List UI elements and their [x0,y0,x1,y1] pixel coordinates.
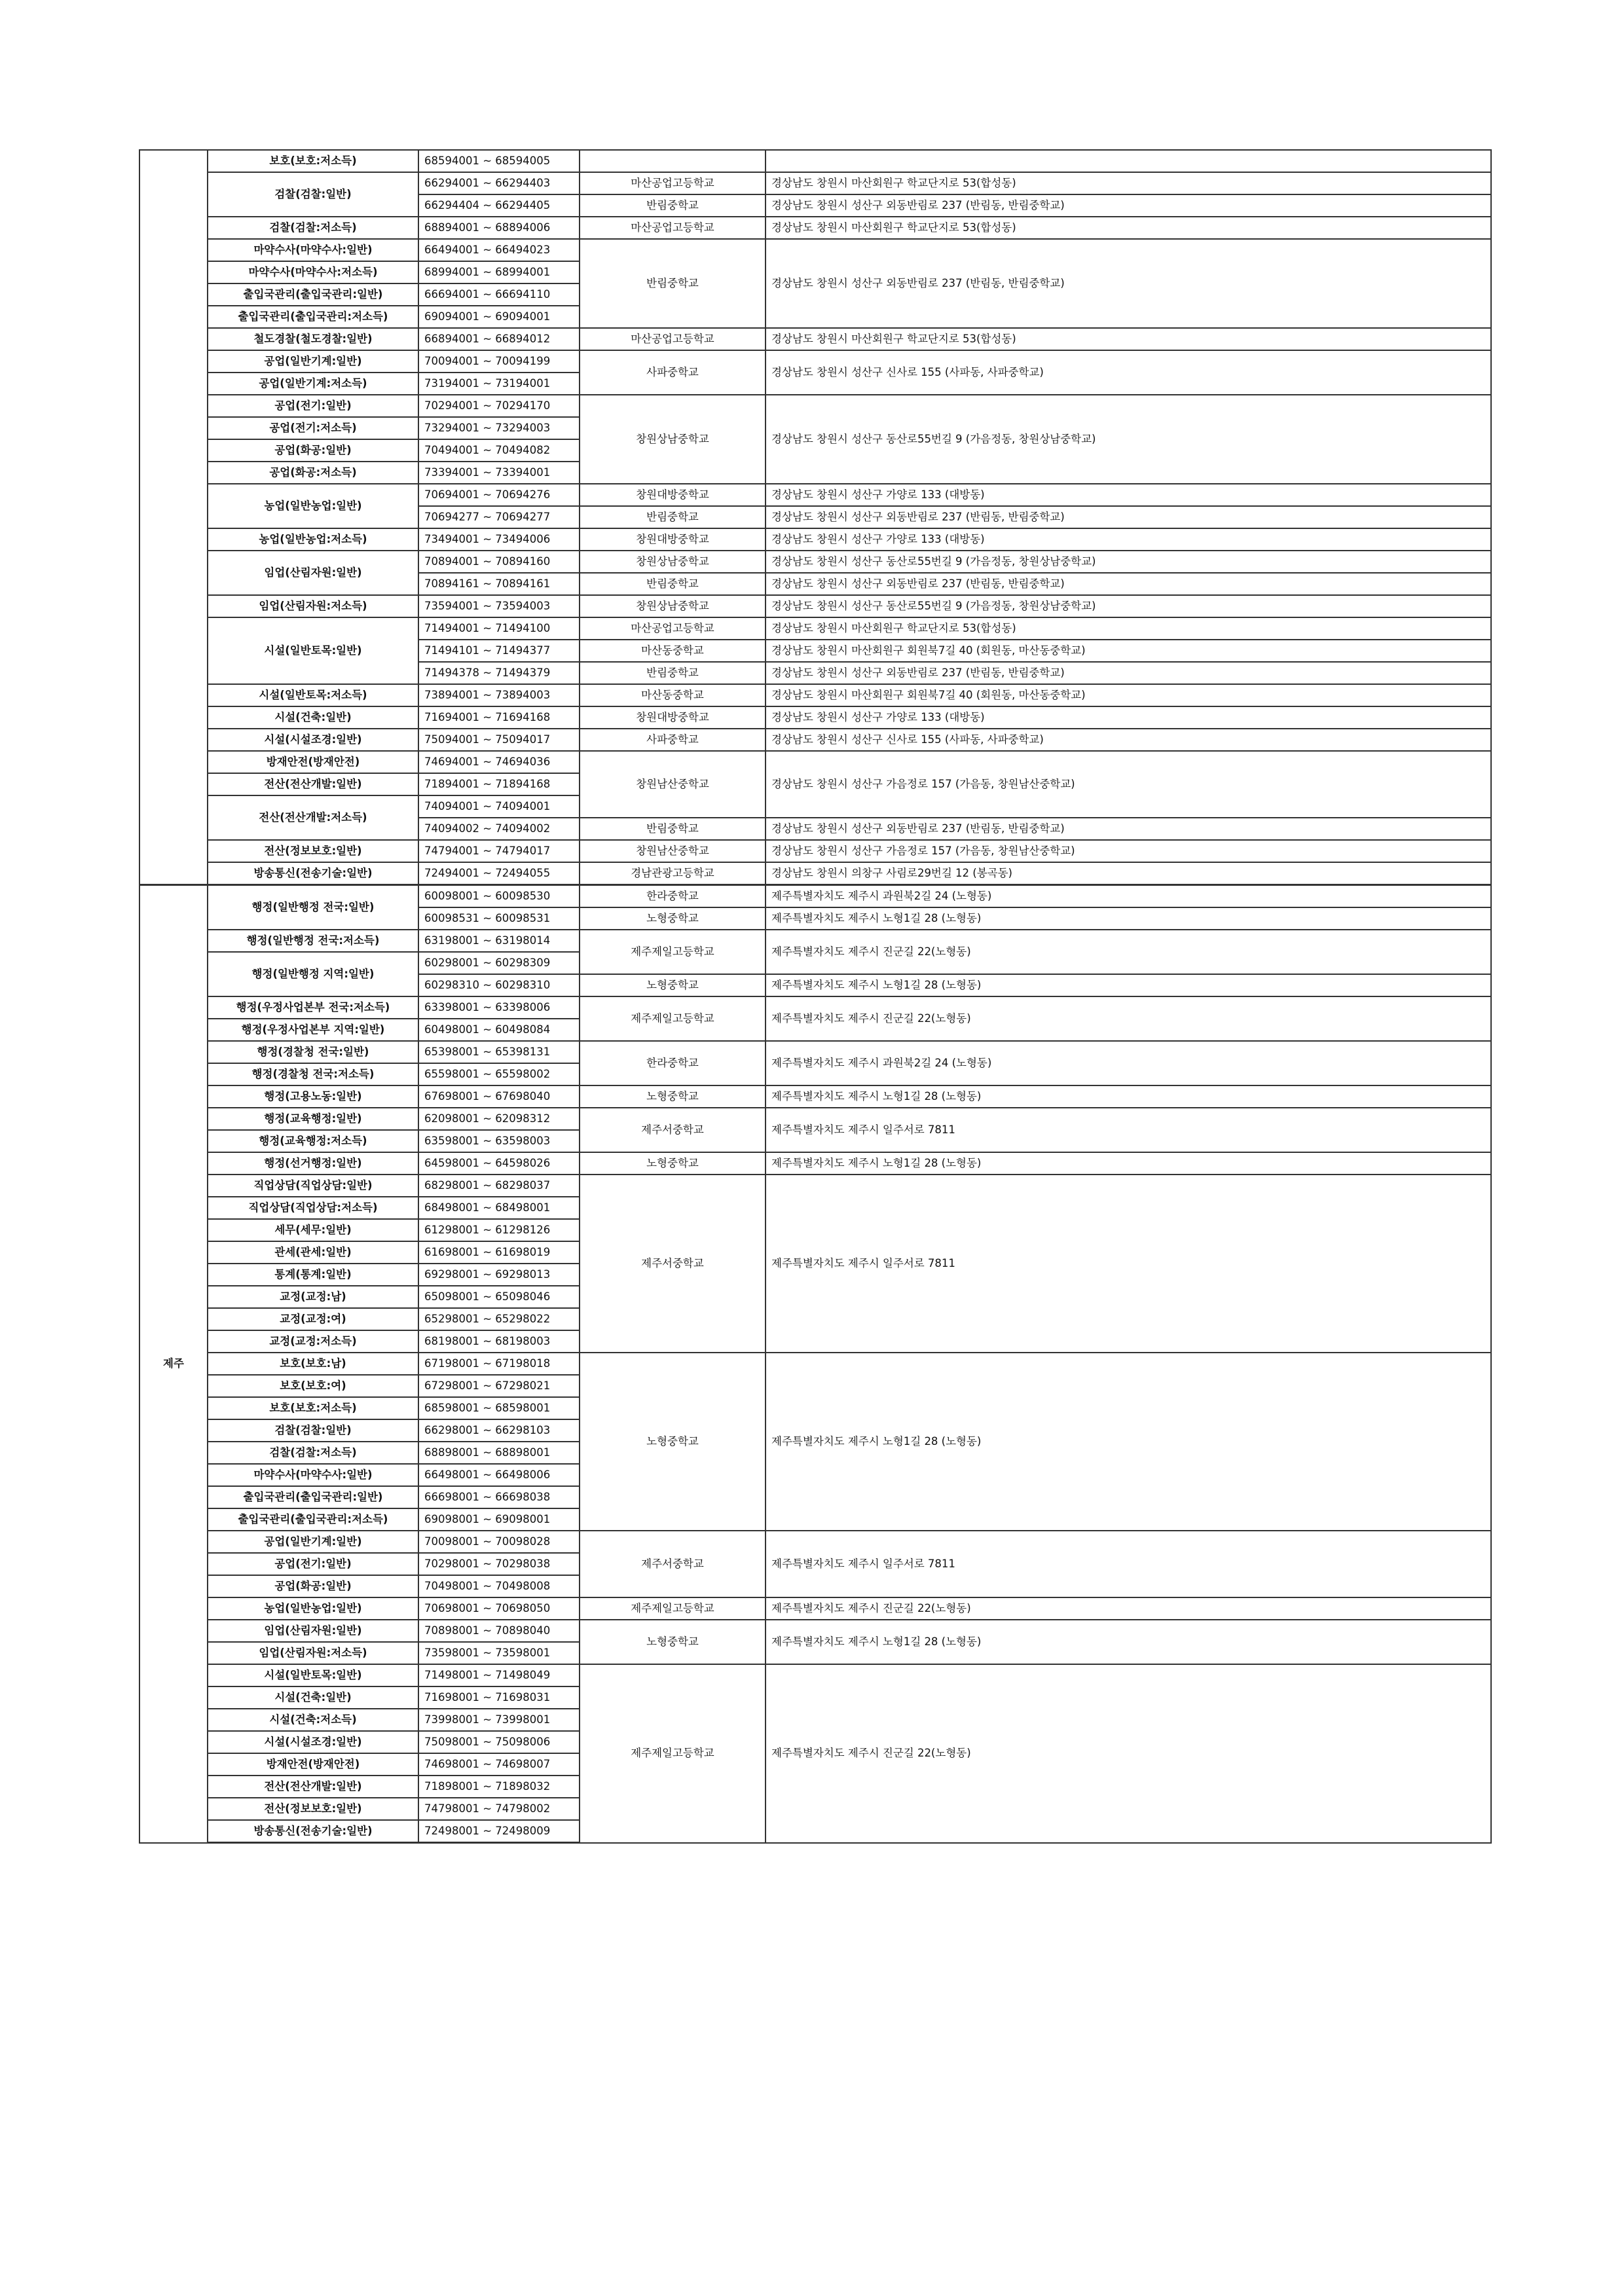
exam-number-range-cell: 66494001 ~ 66494023 [418,239,580,261]
exam-number-range-cell: 70698001 ~ 70698050 [418,1597,580,1620]
exam-number-range-cell: 71694001 ~ 71694168 [418,706,580,729]
exam-number-range-cell: 70694277 ~ 70694277 [418,506,580,528]
category-cell: 행정(일반행정 전국:저소득) [208,930,418,952]
exam-number-range-cell: 65098001 ~ 65098046 [418,1286,580,1308]
venue-school-cell [580,150,766,172]
venue-address-cell: 제주특별자치도 제주시 노형1길 28 (노형동) [766,1085,1491,1108]
venue-address-cell: 제주특별자치도 제주시 노형1길 28 (노형동) [766,1353,1491,1531]
exam-number-range-cell: 73594001 ~ 73594003 [418,595,580,617]
venue-address-cell: 경상남도 창원시 성산구 가양로 133 (대방동) [766,484,1491,506]
venue-school-cell: 한라중학교 [580,885,766,908]
category-cell: 공업(일반기계:일반) [208,350,418,373]
venue-school-cell: 반림중학교 [580,194,766,217]
venue-address-cell: 제주특별자치도 제주시 일주서로 7811 [766,1175,1491,1353]
table-row [139,328,1491,350]
category-cell: 통계(통계:일반) [208,1264,418,1286]
exam-number-range-cell: 64598001 ~ 64598026 [418,1152,580,1175]
category-cell: 시설(건축:저소득) [208,1709,418,1731]
table-row [139,217,1491,239]
venue-address-cell: 경상남도 창원시 마산회원구 학교단지로 53(합성동) [766,617,1491,640]
exam-number-range-cell: 71498001 ~ 71498049 [418,1664,580,1686]
exam-venue-rows [139,150,1491,1843]
table-row [139,862,1491,885]
category-cell: 출입국관리(출입국관리:일반) [208,283,418,306]
table-row [139,885,1491,908]
category-cell: 행정(교육행정:일반) [208,1108,418,1130]
category-cell: 마약수사(마약수사:일반) [208,1464,418,1486]
table-row [139,1620,1491,1642]
exam-number-range-cell: 70894161 ~ 70894161 [418,573,580,595]
venue-address-cell: 경상남도 창원시 성산구 동산로55번길 9 (가음정동, 창원상남중학교) [766,595,1491,617]
exam-number-range-cell: 73194001 ~ 73194001 [418,373,580,395]
exam-number-range-cell: 66894001 ~ 66894012 [418,328,580,350]
category-cell: 세무(세무:일반) [208,1219,418,1241]
category-cell: 교정(교정:남) [208,1286,418,1308]
venue-school-cell: 마산공업고등학교 [580,172,766,194]
table-row [139,1175,1491,1197]
exam-number-range-cell: 74094001 ~ 74094001 [418,795,580,818]
category-cell: 출입국관리(출입국관리:저소득) [208,306,418,328]
table-row [139,1353,1491,1375]
category-cell: 공업(전기:일반) [208,395,418,417]
table-row [139,1664,1491,1686]
venue-school-cell: 마산동중학교 [580,640,766,662]
venue-address-cell: 경상남도 창원시 성산구 동산로55번길 9 (가음정동, 창원상남중학교) [766,551,1491,573]
venue-school-cell: 창원대방중학교 [580,484,766,506]
table-row [139,350,1491,373]
region-cell [139,150,208,885]
category-cell: 보호(보호:저소득) [208,150,418,172]
venue-school-cell: 마산공업고등학교 [580,217,766,239]
venue-address-cell: 경상남도 창원시 성산구 가양로 133 (대방동) [766,706,1491,729]
exam-number-range-cell: 74094002 ~ 74094002 [418,818,580,840]
venue-school-cell: 노형중학교 [580,1353,766,1531]
table-row [139,1041,1491,1063]
category-cell: 임업(산림자원:저소득) [208,595,418,617]
table-row [139,617,1491,640]
table-row [139,528,1491,551]
category-cell: 철도경찰(철도경찰:일반) [208,328,418,350]
exam-number-range-cell: 65598001 ~ 65598002 [418,1063,580,1085]
exam-number-range-cell: 74794001 ~ 74794017 [418,840,580,862]
venue-address-cell [766,150,1491,172]
exam-number-range-cell: 70298001 ~ 70298038 [418,1553,580,1575]
exam-number-range-cell: 70498001 ~ 70498008 [418,1575,580,1597]
venue-address-cell: 제주특별자치도 제주시 진군길 22(노형동) [766,1597,1491,1620]
venue-school-cell: 창원대방중학교 [580,528,766,551]
exam-number-range-cell: 70094001 ~ 70094199 [418,350,580,373]
venue-school-cell: 반림중학교 [580,818,766,840]
venue-school-cell: 창원대방중학교 [580,706,766,729]
exam-number-range-cell: 68594001 ~ 68594005 [418,150,580,172]
exam-number-range-cell: 70494001 ~ 70494082 [418,439,580,462]
venue-school-cell: 마산동중학교 [580,684,766,706]
exam-number-range-cell: 70694001 ~ 70694276 [418,484,580,506]
exam-number-range-cell: 73894001 ~ 73894003 [418,684,580,706]
venue-address-cell: 경상남도 창원시 성산구 가음정로 157 (가음동, 창원남산중학교) [766,751,1491,818]
exam-number-range-cell: 74798001 ~ 74798002 [418,1798,580,1820]
venue-school-cell: 창원남산중학교 [580,840,766,862]
category-cell: 교정(교정:여) [208,1308,418,1330]
exam-venue-table [139,149,1492,1844]
venue-address-cell: 경상남도 창원시 의창구 사림로29번길 12 (봉곡동) [766,862,1491,885]
exam-number-range-cell: 60298001 ~ 60298309 [418,952,580,974]
category-cell: 전산(정보보호:일반) [208,1798,418,1820]
venue-address-cell: 경상남도 창원시 성산구 외동반림로 237 (반림동, 반림중학교) [766,662,1491,684]
category-cell: 마약수사(마약수사:저소득) [208,261,418,283]
category-cell: 전산(전산개발:일반) [208,773,418,795]
venue-address-cell: 제주특별자치도 제주시 노형1길 28 (노형동) [766,907,1491,930]
venue-school-cell: 노형중학교 [580,1152,766,1175]
exam-number-range-cell: 74694001 ~ 74694036 [418,751,580,773]
category-cell: 행정(우정사업본부 전국:저소득) [208,996,418,1019]
exam-number-range-cell: 68198001 ~ 68198003 [418,1330,580,1353]
category-cell: 시설(건축:일반) [208,1686,418,1709]
table-row [139,840,1491,862]
exam-number-range-cell: 73394001 ~ 73394001 [418,462,580,484]
venue-address-cell: 경상남도 창원시 성산구 가양로 133 (대방동) [766,528,1491,551]
category-cell: 공업(화공:일반) [208,1575,418,1597]
region-cell: 제주 [139,885,208,1843]
exam-number-range-cell: 71494101 ~ 71494377 [418,640,580,662]
table-row [139,484,1491,506]
category-cell: 농업(일반농업:일반) [208,484,418,528]
venue-school-cell: 제주제일고등학교 [580,996,766,1041]
table-row [139,751,1491,773]
venue-school-cell: 반림중학교 [580,573,766,595]
venue-school-cell: 사파중학교 [580,350,766,395]
venue-address-cell: 경상남도 창원시 마산회원구 회원북7길 40 (회원동, 마산동중학교) [766,684,1491,706]
venue-school-cell: 창원남산중학교 [580,751,766,818]
category-cell: 시설(일반토목:일반) [208,1664,418,1686]
category-cell: 검찰(검찰:저소득) [208,1442,418,1464]
venue-address-cell: 제주특별자치도 제주시 진군길 22(노형동) [766,996,1491,1041]
venue-address-cell: 경상남도 창원시 성산구 가음정로 157 (가음동, 창원남산중학교) [766,840,1491,862]
category-cell: 직업상담(직업상담:일반) [208,1175,418,1197]
exam-number-range-cell: 73494001 ~ 73494006 [418,528,580,551]
category-cell: 농업(일반농업:저소득) [208,528,418,551]
venue-school-cell: 제주제일고등학교 [580,1664,766,1843]
category-cell: 보호(보호:여) [208,1375,418,1397]
category-cell: 행정(교육행정:저소득) [208,1130,418,1152]
venue-address-cell: 제주특별자치도 제주시 진군길 22(노형동) [766,930,1491,974]
venue-address-cell: 경상남도 창원시 마산회원구 학교단지로 53(합성동) [766,328,1491,350]
category-cell: 관세(관세:일반) [208,1241,418,1264]
venue-school-cell: 반림중학교 [580,239,766,328]
category-cell: 검찰(검찰:일반) [208,1419,418,1442]
exam-number-range-cell: 67198001 ~ 67198018 [418,1353,580,1375]
venue-school-cell: 노형중학교 [580,974,766,996]
table-row [139,1152,1491,1175]
category-cell: 방재안전(방재안전) [208,751,418,773]
venue-address-cell: 경상남도 창원시 성산구 신사로 155 (사파동, 사파중학교) [766,729,1491,751]
category-cell: 마약수사(마약수사:일반) [208,239,418,261]
table-row [139,1531,1491,1553]
exam-number-range-cell: 66698001 ~ 66698038 [418,1486,580,1508]
table-row [139,996,1491,1019]
venue-address-cell: 경상남도 창원시 성산구 외동반림로 237 (반림동, 반림중학교) [766,573,1491,595]
exam-number-range-cell: 65398001 ~ 65398131 [418,1041,580,1063]
exam-number-range-cell: 73998001 ~ 73998001 [418,1709,580,1731]
venue-school-cell: 제주서중학교 [580,1108,766,1152]
category-cell: 행정(일반행정 전국:일반) [208,885,418,930]
exam-number-range-cell: 74698001 ~ 74698007 [418,1753,580,1776]
venue-school-cell: 마산공업고등학교 [580,328,766,350]
venue-school-cell: 반림중학교 [580,662,766,684]
table-row [139,551,1491,573]
exam-number-range-cell: 72494001 ~ 72494055 [418,862,580,885]
category-cell: 행정(경찰청 전국:일반) [208,1041,418,1063]
category-cell: 전산(정보보호:일반) [208,840,418,862]
category-cell: 행정(경찰청 전국:저소득) [208,1063,418,1085]
venue-school-cell: 제주제일고등학교 [580,1597,766,1620]
category-cell: 공업(일반기계:일반) [208,1531,418,1553]
table-row [139,595,1491,617]
category-cell: 공업(화공:저소득) [208,462,418,484]
exam-number-range-cell: 68498001 ~ 68498001 [418,1197,580,1219]
table-row [139,239,1491,261]
category-cell: 검찰(검찰:저소득) [208,217,418,239]
category-cell: 시설(건축:일반) [208,706,418,729]
exam-number-range-cell: 60298310 ~ 60298310 [418,974,580,996]
category-cell: 임업(산림자원:일반) [208,1620,418,1642]
venue-address-cell: 경상남도 창원시 마산회원구 회원북7길 40 (회원동, 마산동중학교) [766,640,1491,662]
category-cell: 교정(교정:저소득) [208,1330,418,1353]
category-cell: 출입국관리(출입국관리:일반) [208,1486,418,1508]
exam-number-range-cell: 66498001 ~ 66498006 [418,1464,580,1486]
exam-number-range-cell: 61298001 ~ 61298126 [418,1219,580,1241]
table-row [139,395,1491,417]
exam-number-range-cell: 63598001 ~ 63598003 [418,1130,580,1152]
venue-school-cell: 창원상남중학교 [580,551,766,573]
category-cell: 방재안전(방재안전) [208,1753,418,1776]
exam-number-range-cell: 73598001 ~ 73598001 [418,1642,580,1664]
category-cell: 임업(산림자원:저소득) [208,1642,418,1664]
venue-school-cell: 제주서중학교 [580,1175,766,1353]
table-row [139,706,1491,729]
venue-address-cell: 제주특별자치도 제주시 과원북2길 24 (노형동) [766,1041,1491,1085]
exam-number-range-cell: 71894001 ~ 71894168 [418,773,580,795]
category-cell: 시설(시설조경:일반) [208,729,418,751]
exam-number-range-cell: 71698001 ~ 71698031 [418,1686,580,1709]
exam-number-range-cell: 69298001 ~ 69298013 [418,1264,580,1286]
exam-number-range-cell: 61698001 ~ 61698019 [418,1241,580,1264]
category-cell: 직업상담(직업상담:저소득) [208,1197,418,1219]
exam-number-range-cell: 68898001 ~ 68898001 [418,1442,580,1464]
table-row [139,1108,1491,1130]
venue-address-cell: 경상남도 창원시 마산회원구 학교단지로 53(합성동) [766,217,1491,239]
venue-address-cell: 경상남도 창원시 성산구 외동반림로 237 (반림동, 반림중학교) [766,194,1491,217]
table-row [139,729,1491,751]
table-row [139,1085,1491,1108]
exam-number-range-cell: 71494001 ~ 71494100 [418,617,580,640]
category-cell: 방송통신(전송기술:일반) [208,1820,418,1843]
exam-number-range-cell: 68298001 ~ 68298037 [418,1175,580,1197]
category-cell: 공업(전기:일반) [208,1553,418,1575]
exam-number-range-cell: 69098001 ~ 69098001 [418,1508,580,1531]
exam-number-range-cell: 70098001 ~ 70098028 [418,1531,580,1553]
category-cell: 임업(산림자원:일반) [208,551,418,595]
category-cell: 시설(시설조경:일반) [208,1731,418,1753]
category-cell: 행정(일반행정 지역:일반) [208,952,418,996]
venue-school-cell: 제주제일고등학교 [580,930,766,974]
exam-number-range-cell: 63198001 ~ 63198014 [418,930,580,952]
venue-school-cell: 창원상남중학교 [580,595,766,617]
exam-number-range-cell: 75094001 ~ 75094017 [418,729,580,751]
exam-number-range-cell: 63398001 ~ 63398006 [418,996,580,1019]
venue-address-cell: 경상남도 창원시 성산구 외동반림로 237 (반림동, 반림중학교) [766,239,1491,328]
exam-number-range-cell: 68994001 ~ 68994001 [418,261,580,283]
exam-number-range-cell: 66298001 ~ 66298103 [418,1419,580,1442]
category-cell: 행정(고용노동:일반) [208,1085,418,1108]
exam-number-range-cell: 72498001 ~ 72498009 [418,1820,580,1843]
exam-number-range-cell: 70894001 ~ 70894160 [418,551,580,573]
table-row [139,684,1491,706]
venue-address-cell: 제주특별자치도 제주시 진군길 22(노형동) [766,1664,1491,1843]
exam-number-range-cell: 65298001 ~ 65298022 [418,1308,580,1330]
exam-number-range-cell: 67298001 ~ 67298021 [418,1375,580,1397]
venue-school-cell: 사파중학교 [580,729,766,751]
category-cell: 공업(일반기계:저소득) [208,373,418,395]
category-cell: 농업(일반농업:일반) [208,1597,418,1620]
venue-school-cell: 노형중학교 [580,1620,766,1664]
venue-address-cell: 경상남도 창원시 성산구 동산로55번길 9 (가음정동, 창원상남중학교) [766,395,1491,484]
category-cell: 시설(일반토목:저소득) [208,684,418,706]
venue-address-cell: 제주특별자치도 제주시 일주서로 7811 [766,1108,1491,1152]
venue-school-cell: 제주서중학교 [580,1531,766,1597]
category-cell: 공업(전기:저소득) [208,417,418,439]
category-cell: 전산(전산개발:저소득) [208,795,418,840]
exam-number-range-cell: 68598001 ~ 68598001 [418,1397,580,1419]
venue-address-cell: 제주특별자치도 제주시 노형1길 28 (노형동) [766,1152,1491,1175]
table-row [139,1597,1491,1620]
exam-number-range-cell: 70294001 ~ 70294170 [418,395,580,417]
venue-school-cell: 경남관광고등학교 [580,862,766,885]
category-cell: 행정(선거행정:일반) [208,1152,418,1175]
category-cell: 시설(일반토목:일반) [208,617,418,684]
exam-number-range-cell: 66294404 ~ 66294405 [418,194,580,217]
exam-number-range-cell: 60498001 ~ 60498084 [418,1019,580,1041]
category-cell: 행정(우정사업본부 지역:일반) [208,1019,418,1041]
venue-address-cell: 제주특별자치도 제주시 노형1길 28 (노형동) [766,974,1491,996]
venue-school-cell: 창원상남중학교 [580,395,766,484]
category-cell: 공업(화공:일반) [208,439,418,462]
category-cell: 보호(보호:남) [208,1353,418,1375]
venue-school-cell: 반림중학교 [580,506,766,528]
table-row [139,172,1491,194]
venue-school-cell: 마산공업고등학교 [580,617,766,640]
venue-address-cell: 경상남도 창원시 성산구 외동반림로 237 (반림동, 반림중학교) [766,506,1491,528]
venue-address-cell: 제주특별자치도 제주시 일주서로 7811 [766,1531,1491,1597]
venue-address-cell: 경상남도 창원시 성산구 외동반림로 237 (반림동, 반림중학교) [766,818,1491,840]
venue-address-cell: 경상남도 창원시 성산구 신사로 155 (사파동, 사파중학교) [766,350,1491,395]
exam-number-range-cell: 60098001 ~ 60098530 [418,885,580,908]
exam-number-range-cell: 73294001 ~ 73294003 [418,417,580,439]
venue-school-cell: 한라중학교 [580,1041,766,1085]
category-cell: 방송통신(전송기술:일반) [208,862,418,885]
venue-school-cell: 노형중학교 [580,1085,766,1108]
exam-number-range-cell: 67698001 ~ 67698040 [418,1085,580,1108]
exam-number-range-cell: 71494378 ~ 71494379 [418,662,580,684]
category-cell: 전산(전산개발:일반) [208,1776,418,1798]
table-row [139,150,1491,172]
exam-number-range-cell: 75098001 ~ 75098006 [418,1731,580,1753]
category-cell: 검찰(검찰:일반) [208,172,418,217]
venue-address-cell: 제주특별자치도 제주시 노형1길 28 (노형동) [766,1620,1491,1664]
exam-number-range-cell: 60098531 ~ 60098531 [418,907,580,930]
category-cell: 보호(보호:저소득) [208,1397,418,1419]
venue-address-cell: 경상남도 창원시 마산회원구 학교단지로 53(합성동) [766,172,1491,194]
exam-number-range-cell: 66294001 ~ 66294403 [418,172,580,194]
table-row [139,930,1491,952]
venue-school-cell: 노형중학교 [580,907,766,930]
exam-number-range-cell: 69094001 ~ 69094001 [418,306,580,328]
exam-number-range-cell: 68894001 ~ 68894006 [418,217,580,239]
category-cell: 출입국관리(출입국관리:저소득) [208,1508,418,1531]
exam-number-range-cell: 66694001 ~ 66694110 [418,283,580,306]
exam-number-range-cell: 71898001 ~ 71898032 [418,1776,580,1798]
venue-address-cell: 제주특별자치도 제주시 과원북2길 24 (노형동) [766,885,1491,908]
exam-number-range-cell: 62098001 ~ 62098312 [418,1108,580,1130]
exam-number-range-cell: 70898001 ~ 70898040 [418,1620,580,1642]
